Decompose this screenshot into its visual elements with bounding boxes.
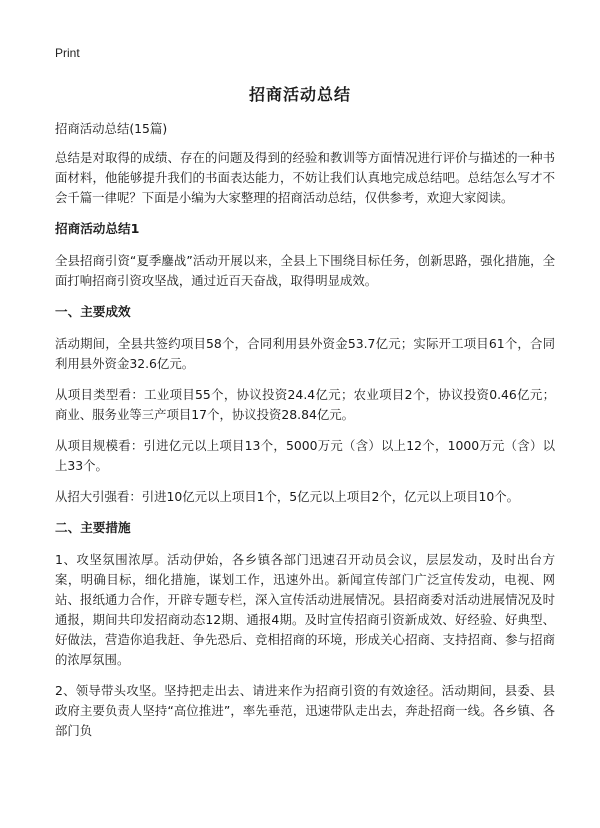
page-title: 招商活动总结 xyxy=(248,85,351,104)
document-subtitle: 招商活动总结(15篇) xyxy=(55,121,168,136)
section-intro-paragraph: 全县招商引资“夏季鏖战”活动开展以来，全县上下围绕目标任务，创新思路，强化措施，全面打响招商引资攻坚战，通过近百天奋战，取得明显成效。 xyxy=(55,253,555,288)
results-paragraph: 活动期间，全县共签约项目58个，合同利用县外资金53.7亿元；实际开工项目61个，合同利用县外资金32.6亿元。 xyxy=(55,336,555,371)
measures-paragraph: 2、领导带头攻坚。坚持把走出去、请进来作为招商引资的有效途径。活动期间，县委、县政府主要负责人坚持“高位推进”，率先垂范，迅速带队走出去，奔赴招商一线。各乡镇、各部门负 xyxy=(55,683,555,738)
section-title: 招商活动总结1 xyxy=(55,221,140,236)
print-label: Print xyxy=(55,46,80,60)
measures-paragraph: 1、攻坚氛围浓厚。活动伊始，各乡镇各部门迅速召开动员会议，层层发动，及时出台方案，明确目标，细化措施，谋划工作，迅速外出。新闻宣传部门广泛宣传发动，电视、网站、报纸通力合作，开辟专题专栏，深入宣传活动进展情况。县招商委对活动进展情况及时通报，期间共印发招商动态12期、通报4期。及时宣传招商引资新成效、好经验、好典型、好做法，营造你追我赶、争先恐后、竞相招商的环境，形成关心招商、支持招商、参与招商的浓厚氛围。 xyxy=(55,552,555,667)
results-paragraph: 从项目类型看：工业项目55个，协议投资24.4亿元；农业项目2个，协议投资0.46亿元；商业、服务业等三产项目17个，协议投资28.84亿元。 xyxy=(55,387,555,422)
intro-paragraph: 总结是对取得的成绩、存在的问题及得到的经验和教训等方面情况进行评价与描述的一种书面材料，他能够提升我们的书面表达能力，不妨让我们认真地完成总结吧。总结怎么写才不会千篇一律呢？下面是小编为大家整理的招商活动总结，仅供参考，欢迎大家阅读。 xyxy=(55,150,555,205)
heading-main-results: 一、主要成效 xyxy=(55,304,131,319)
heading-main-measures: 二、主要措施 xyxy=(55,520,131,535)
document-body xyxy=(55,119,555,752)
results-paragraph: 从招大引强看：引进10亿元以上项目1个，5亿元以上项目2个，亿元以上项目10个。 xyxy=(55,489,520,504)
results-paragraph: 从项目规模看：引进亿元以上项目13个，5000万元（含）以上12个，1000万元（含）以上33个。 xyxy=(55,438,555,473)
